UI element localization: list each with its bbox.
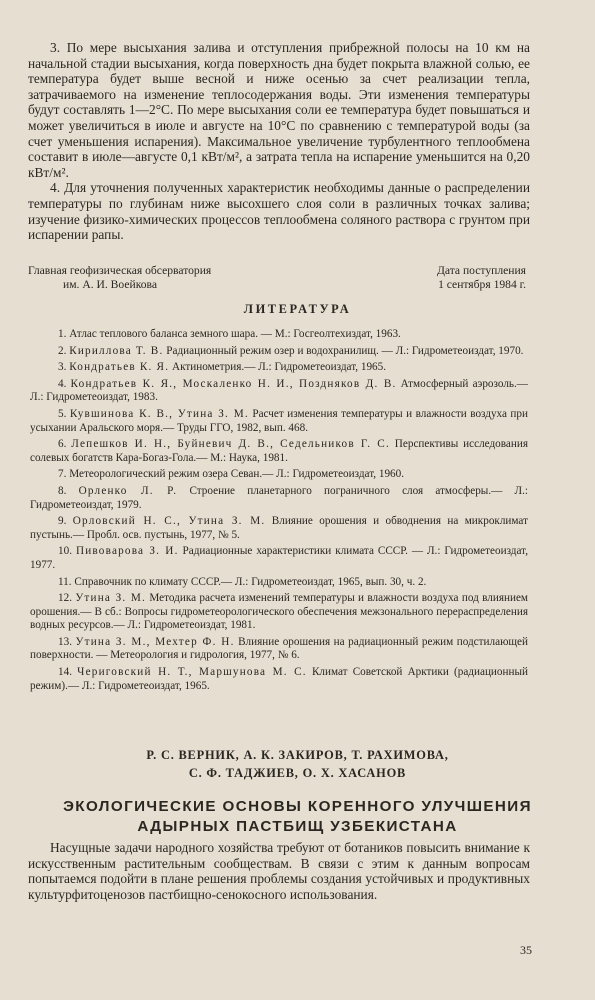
reference-item <box>30 576 528 590</box>
reference-number: 6. <box>58 438 72 451</box>
reference-authors: Кириллова Т. В. <box>69 344 164 357</box>
reference-item <box>30 666 528 693</box>
reference-authors: Орловский Н. С., Утина З. М. <box>72 515 266 528</box>
reference-number: 13. <box>58 635 76 648</box>
authors-line-2: С. Ф. ТАДЖИЕВ, О. Х. ХАСАНОВ <box>188 766 407 780</box>
reference-text: Влияние орошения и обводнения на микроклимат пустынь.— Пробл. осв. пустынь, 1977, № 5. <box>30 515 528 541</box>
reference-number: 10. <box>58 545 76 558</box>
reference-number: 9. <box>58 515 73 528</box>
reference-item <box>30 408 528 435</box>
article-title <box>0 797 595 837</box>
reference-text: Радиационный режим озер и водохранилищ. — Л.: Гидрометеоиздат, 1970. <box>163 344 524 357</box>
reference-text: Справочник по климату СССР.— Л.: Гидрометеоиздат, 1965, вып. 30, ч. 2. <box>74 575 427 588</box>
received-date-value: 1 сентября 1984 г. <box>438 278 526 291</box>
reference-item <box>30 328 528 342</box>
paragraph-4: 4. Для уточнения полученных характеристик необходимы данные о распределении температуры по глубинам ниже высохшего слоя соли в различных точках залива; изучение физико-химических процессов теплообмена соляного раствора с грунтом при испарении рапы. <box>28 180 530 243</box>
reference-number: 2. <box>58 344 70 357</box>
reference-authors: Пивоварова З. И. <box>75 545 179 558</box>
reference-item <box>30 345 528 359</box>
reference-number: 12. <box>58 592 76 605</box>
reference-authors: Утина З. М. <box>75 592 147 605</box>
reference-item <box>30 592 528 633</box>
reference-text: Методика расчета изменений температуры и влажности воздуха под влиянием орошения.— В сб.: Вопросы гидрометеорологического обеспечения межзонального перераспределения водных ресурсов.— Л.: Гидрометеоиздат, 1981. <box>30 592 528 632</box>
reference-authors: Лепешков И. Н., Буйневич Д. В., Седельников Г. С. <box>71 438 390 451</box>
literature-heading: ЛИТЕРАТУРА <box>243 302 352 316</box>
paragraph-3: 3. По мере высыхания залива и отступления прибрежной полосы на 10 км на начальной стадии высыхания, когда поверхность дна будет покрыта влажной солью, ее температура будет выше весной и ниже осенью за счет реализации тепла, затрачиваемого на изменение теплосодержания воды. Эти изменения температуры будут составлять 1—2°С. По мере высыхания соли ее температура будет повышаться и может увеличиться в июле и августе на 10°С по сравнению с температурой воды (за счет уменьшения испарения). Максимальное увеличение турбулентного теплообмена составит в июле—августе 0,1 кВт/м², а затрата тепла на испарение уменьшится на 0,20 кВт/м². <box>28 40 530 180</box>
page-number: 35 <box>520 943 532 957</box>
reference-number: 7. <box>58 468 70 481</box>
reference-authors: Чериговский Н. Т., Маршунова М. С. <box>77 666 307 679</box>
reference-text: Строение планетарного пограничного слоя атмосферы.— Л.: Гидрометеоиздат, 1979. <box>30 484 529 511</box>
intro-paragraph: Насущные задачи народного хозяйства требуют от ботаников повысить внимание к искусственным растительным сообществам. В связи с этим к данным вопросам попытаемся подойти в плане решения проблемы создания устойчивых и продуктивных культурфитоценозов пастбищно-сенокосного использования. <box>28 840 530 902</box>
institution-line-1: Главная геофизическая обсерватория <box>28 264 212 277</box>
reference-authors: Кувшинова К. В., Утина З. М. <box>69 407 249 420</box>
reference-text: Климат Советской Арктики (радиационный режим).— Л.: Гидрометеоиздат, 1965. <box>30 666 528 692</box>
institution-line-2: им. А. И. Воейкова <box>63 278 158 291</box>
reference-number: 11. <box>58 575 75 588</box>
reference-number: 4. <box>58 377 71 390</box>
reference-authors: Утина З. М., Мехтер Ф. Н. <box>75 635 235 648</box>
reference-number: 1. <box>58 328 70 340</box>
reference-text: Влияние орошения на радиационный режим подстилающей поверхности. — Метеорология и гидрология, 1977, № 6. <box>30 635 528 662</box>
reference-text: Атлас теплового баланса земного шара. — М.: Госгеолтехиздат, 1963. <box>69 328 401 340</box>
reference-item <box>30 485 528 512</box>
reference-number: 8. <box>58 484 79 497</box>
reference-authors: Орленко Л. Р. <box>78 484 178 497</box>
reference-text: Перспективы исследования солевых богатств Кара-Богаз-Гола.— М.: Наука, 1981. <box>30 438 528 464</box>
article-intro <box>28 840 530 902</box>
reference-item <box>30 636 528 663</box>
reference-item <box>30 361 528 375</box>
article-authors <box>0 746 595 782</box>
reference-item <box>30 545 528 572</box>
reference-list <box>30 328 528 696</box>
reference-text: Радиационные характеристики климата СССР. — Л.: Гидрометеоиздат, 1977. <box>30 545 529 571</box>
reference-text: Метеорологический режим озера Севан.— Л.: Гидрометеоиздат, 1960. <box>69 468 405 481</box>
reference-item <box>30 438 528 465</box>
body-text <box>28 40 530 243</box>
reference-number: 14. <box>58 666 78 679</box>
reference-item <box>30 378 528 405</box>
reference-authors: Кондратьев К. Я., Москаленко Н. И., Поздняков Д. В. <box>70 377 397 390</box>
reference-number: 5. <box>58 407 70 420</box>
title-line-1: ЭКОЛОГИЧЕСКИЕ ОСНОВЫ КОРЕННОГО УЛУЧШЕНИЯ <box>63 798 532 815</box>
received-date <box>437 264 526 292</box>
institution <box>28 264 211 292</box>
reference-item <box>30 468 528 482</box>
reference-text: Актинометрия.— Л.: Гидрометеоиздат, 1965. <box>169 361 387 374</box>
reference-text: Расчет изменения температуры и влажности воздуха при усыхании Аральского моря.— Труды ГГО, 1982, вып. 468. <box>30 407 529 434</box>
authors-line-1: Р. С. ВЕРНИК, А. К. ЗАКИРОВ, Т. РАХИМОВА, <box>146 748 449 762</box>
title-line-2: АДЫРНЫХ ПАСТБИЩ УЗБЕКИСТАНА <box>137 818 458 835</box>
reference-item <box>30 515 528 542</box>
received-label: Дата поступления <box>436 264 526 277</box>
reference-text: Атмосферный аэрозоль.— Л.: Гидрометеоиздат, 1983. <box>30 377 528 404</box>
reference-authors: Кондратьев К. Я. <box>69 361 170 374</box>
reference-number: 3. <box>58 361 70 374</box>
